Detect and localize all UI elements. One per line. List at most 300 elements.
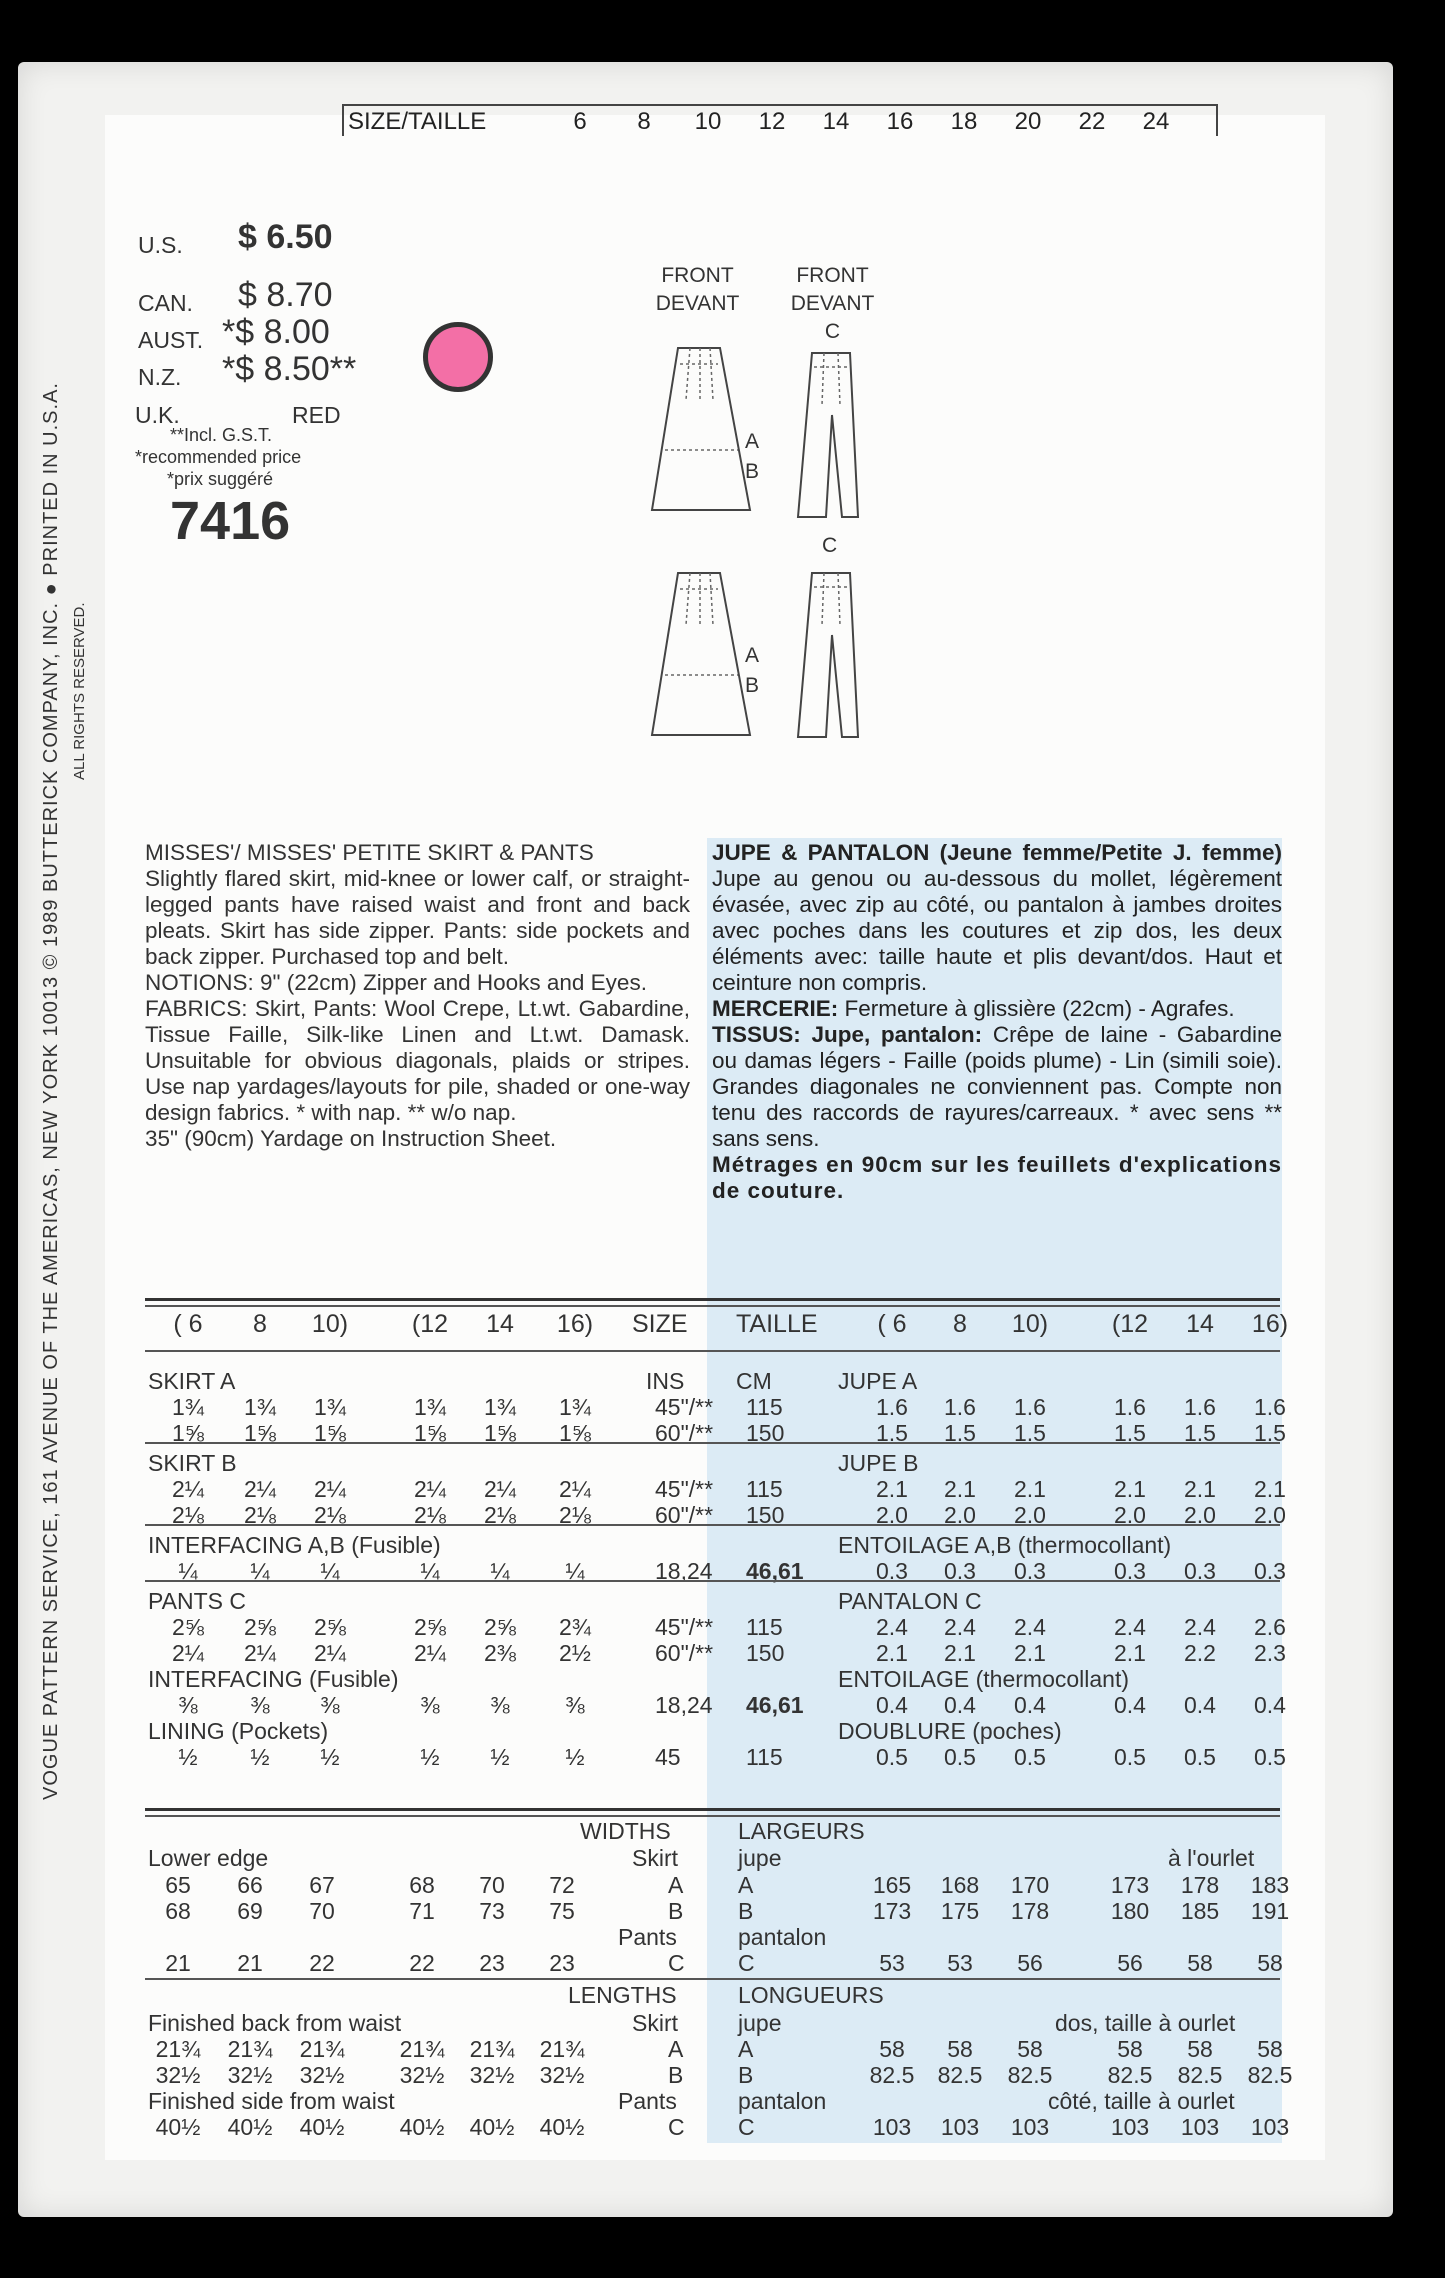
row-width-in-5: 60"/** <box>655 1502 714 1528</box>
widths-right-0-2: 170 <box>1010 1872 1050 1898</box>
row-left-10-0: 2¼ <box>172 1640 204 1666</box>
row-left-2-0: 1⅝ <box>172 1420 204 1446</box>
row-label-fr-6: ENTOILAGE A,B (thermocollant) <box>838 1532 1172 1558</box>
row-width-in-4: 45"/** <box>655 1476 714 1502</box>
unit-ins: INS <box>646 1368 685 1394</box>
row-label-fr-11: ENTOILAGE (thermocollant) <box>838 1666 1130 1692</box>
widths-right-2-2: 56 <box>1017 1950 1043 1976</box>
lengths-view-fr-0: A <box>738 2036 754 2062</box>
row-right-1-1: 1.6 <box>944 1394 976 1420</box>
widths-left-2-1: 21 <box>237 1950 263 1976</box>
row-right-1-4: 1.6 <box>1184 1394 1216 1420</box>
row-right-7-2: 0.3 <box>1014 1558 1046 1584</box>
lengths-right-0-1: 58 <box>947 2036 973 2062</box>
table-rule <box>145 1808 1280 1811</box>
spine-text-2: ALL RIGHTS RESERVED. <box>71 602 88 780</box>
row-right-7-3: 0.3 <box>1114 1558 1146 1584</box>
lengths-right-2-0: 103 <box>872 2114 912 2140</box>
row-right-5-2: 2.0 <box>1014 1502 1046 1528</box>
price-note-1: **Incl. G.S.T. <box>170 425 273 445</box>
lengths-back: Finished back from waist <box>148 2010 402 2036</box>
lengths-right-2-5: 103 <box>1250 2114 1290 2140</box>
widths-left-1-2: 70 <box>309 1898 335 1924</box>
price-us-label: U.S. <box>138 232 183 258</box>
row-left-2-5: 1⅝ <box>559 1420 591 1446</box>
row-right-2-2: 1.5 <box>1014 1420 1046 1446</box>
row-left-14-5: ½ <box>565 1744 585 1770</box>
lengths-pantalon: pantalon <box>738 2088 827 2114</box>
pattern-number: 7416 <box>170 491 291 551</box>
row-right-9-4: 2.4 <box>1184 1614 1216 1640</box>
row-right-7-1: 0.3 <box>944 1558 976 1584</box>
row-left-12-0: ⅜ <box>178 1692 198 1718</box>
widths-view-0: A <box>668 1872 684 1898</box>
row-left-2-2: 1⅝ <box>314 1420 346 1446</box>
lower-edge-label: Lower edge <box>148 1845 269 1871</box>
table-rule <box>145 1580 1280 1582</box>
lengths-right-2-1: 103 <box>940 2114 980 2140</box>
price-can: $ 8.70 <box>238 276 333 314</box>
table-rule <box>145 1350 1280 1352</box>
header-left-5: 16) <box>556 1310 594 1338</box>
widths-right-2-3: 56 <box>1117 1950 1143 1976</box>
row-right-5-4: 2.0 <box>1184 1502 1216 1528</box>
row-width-cm-2: 150 <box>746 1420 785 1446</box>
french-description <box>712 840 1282 1204</box>
row-right-9-3: 2.4 <box>1114 1614 1146 1640</box>
notions-text: 9" (22cm) Zipper and Hooks and Eyes. <box>260 970 647 995</box>
widths-left-1-0: 68 <box>165 1898 191 1924</box>
row-width-cm-1: 115 <box>746 1394 783 1420</box>
lengths-view-fr-2: C <box>738 2114 755 2140</box>
row-left-4-2: 2¼ <box>314 1476 346 1502</box>
price-nz-label: N.Z. <box>138 364 182 390</box>
french-title: JUPE & PANTALON (Jeune femme/Petite J. femme) <box>712 840 1282 865</box>
row-right-12-3: 0.4 <box>1114 1692 1146 1718</box>
widths-left-1-4: 73 <box>479 1898 505 1924</box>
spine-text: VOGUE PATTERN SERVICE, 161 AVENUE OF THE AMERICAS, NEW YORK 10013 © 1989 BUTTERICK COMPANY, INC. ● PRINTED IN U.S.A. <box>40 382 62 1800</box>
row-left-4-1: 2¼ <box>244 1476 276 1502</box>
lengths-right-0-3: 58 <box>1117 2036 1143 2062</box>
lengths-right-2-2: 103 <box>1010 2114 1050 2140</box>
lengths-skirt: Skirt <box>632 2010 678 2036</box>
widths-right-1-1: 175 <box>940 1898 980 1924</box>
row-left-9-3: 2⅝ <box>414 1614 446 1640</box>
row-left-7-1: ¼ <box>250 1558 270 1584</box>
price-aust: *$ 8.00 <box>222 313 330 351</box>
row-right-1-2: 1.6 <box>1014 1394 1046 1420</box>
widths-view-1: B <box>668 1898 684 1924</box>
row-left-12-4: ⅜ <box>490 1692 510 1718</box>
devant-label-2: DEVANT <box>790 292 875 315</box>
view-c-label: C <box>824 320 841 343</box>
widths-left-0-4: 70 <box>479 1872 505 1898</box>
row-left-2-1: 1⅝ <box>244 1420 276 1446</box>
row-right-5-0: 2.0 <box>876 1502 908 1528</box>
price-uk: RED <box>292 402 341 428</box>
row-right-4-1: 2.1 <box>944 1476 976 1502</box>
label-b-2: B <box>745 674 760 697</box>
row-left-1-1: 1¾ <box>244 1394 276 1420</box>
row-right-7-0: 0.3 <box>876 1558 908 1584</box>
row-right-14-2: 0.5 <box>1014 1744 1046 1770</box>
row-label-8: PANTS C <box>148 1588 246 1614</box>
row-left-10-3: 2¼ <box>414 1640 446 1666</box>
row-right-2-5: 1.5 <box>1254 1420 1286 1446</box>
row-right-10-0: 2.1 <box>876 1640 908 1666</box>
lengths-title-fr: LONGUEURS <box>738 1982 884 2008</box>
lengths-left-0-3: 21¾ <box>399 2036 445 2062</box>
widths-right-0-4: 178 <box>1180 1872 1220 1898</box>
table-rule <box>145 1298 1280 1301</box>
row-left-5-3: 2⅛ <box>414 1502 446 1528</box>
table-rule <box>145 1815 1280 1817</box>
widths-left-1-5: 75 <box>549 1898 575 1924</box>
widths-left-2-3: 22 <box>409 1950 435 1976</box>
row-right-4-0: 2.1 <box>876 1476 908 1502</box>
row-left-9-0: 2⅝ <box>172 1614 204 1640</box>
lengths-view-2: C <box>668 2114 685 2140</box>
price-us: $ 6.50 <box>238 218 333 256</box>
widths-right-1-2: 178 <box>1010 1898 1050 1924</box>
row-right-14-4: 0.5 <box>1184 1744 1216 1770</box>
row-right-10-5: 2.3 <box>1254 1640 1286 1666</box>
notions-label: NOTIONS: <box>145 970 254 995</box>
widths-skirt: Skirt <box>632 1845 678 1871</box>
lengths-left-2-5: 40½ <box>539 2114 585 2140</box>
tissus-label: TISSUS: Jupe, pantalon: <box>712 1022 983 1047</box>
lengths-jupe: jupe <box>738 2010 782 2036</box>
row-left-5-1: 2⅛ <box>244 1502 276 1528</box>
row-left-5-5: 2⅛ <box>559 1502 591 1528</box>
header-right-4: 14 <box>1186 1310 1214 1338</box>
row-left-12-2: ⅜ <box>320 1692 340 1718</box>
english-title: MISSES'/ MISSES' PETITE SKIRT & PANTS <box>145 840 594 865</box>
french-body: Jupe au genou ou au-dessous du mollet, légèrement évasée, avec zip au côté, ou pantalon à jambes droites avec poches dans les coutures et zip dos, les deux éléments avec: taille haute et plis devant/dos. Haut et ceinture non compris. <box>712 866 1282 995</box>
row-right-10-4: 2.2 <box>1184 1640 1216 1666</box>
widths-view-2: C <box>668 1950 685 1976</box>
row-left-2-4: 1⅝ <box>484 1420 516 1446</box>
size-header-8: 8 <box>637 108 651 135</box>
price-can-label: CAN. <box>138 290 193 316</box>
pink-dot <box>423 322 493 392</box>
row-width-in-12: 18,24 <box>655 1692 713 1718</box>
lengths-view-0: A <box>668 2036 684 2062</box>
table-rule <box>145 1442 1280 1444</box>
lengths-title: LENGTHS <box>568 1982 677 2008</box>
price-aust-label: AUST. <box>138 327 204 353</box>
row-width-in-10: 60"/** <box>655 1640 714 1666</box>
row-left-7-0: ¼ <box>178 1558 198 1584</box>
tissus <box>712 1022 1282 1152</box>
price-nz: *$ 8.50** <box>222 350 357 388</box>
header-left-1: 8 <box>253 1310 267 1338</box>
row-left-12-1: ⅜ <box>250 1692 270 1718</box>
row-right-14-3: 0.5 <box>1114 1744 1146 1770</box>
sketch-front-label-2 <box>785 262 880 346</box>
sketch-front-label <box>650 262 745 318</box>
row-left-4-5: 2¼ <box>559 1476 591 1502</box>
widths-ourlet: à l'ourlet <box>1168 1845 1255 1871</box>
label-b-1: B <box>745 460 760 483</box>
row-left-9-1: 2⅝ <box>244 1614 276 1640</box>
row-label-13: LINING (Pockets) <box>148 1718 329 1744</box>
header-right-3: (12 <box>1111 1310 1149 1338</box>
lengths-pants: Pants <box>618 2088 677 2114</box>
skirt-back-sketch <box>650 565 780 745</box>
row-left-1-0: 1¾ <box>172 1394 204 1420</box>
label-a-2: A <box>745 644 760 667</box>
row-right-1-0: 1.6 <box>876 1394 908 1420</box>
row-left-12-5: ⅜ <box>565 1692 585 1718</box>
widths-right-0-1: 168 <box>940 1872 980 1898</box>
widths-left-0-2: 67 <box>309 1872 335 1898</box>
view-c-label-2: C <box>822 534 838 557</box>
header-left-3: (12 <box>411 1310 449 1338</box>
widths-right-2-5: 58 <box>1257 1950 1283 1976</box>
row-left-14-1: ½ <box>250 1744 270 1770</box>
row-width-cm-7: 46,61 <box>746 1558 804 1584</box>
widths-left-0-5: 72 <box>549 1872 575 1898</box>
size-header <box>342 104 1218 136</box>
notions <box>145 970 690 996</box>
lengths-left-0-2: 21¾ <box>299 2036 345 2062</box>
lengths-right-1-3: 82.5 <box>1107 2062 1153 2088</box>
fabrics <box>145 996 690 1126</box>
mercerie-text: Fermeture à glissière (22cm) - Agrafes. <box>844 996 1235 1021</box>
widths-right-1-5: 191 <box>1250 1898 1290 1924</box>
row-width-cm-5: 150 <box>746 1502 785 1528</box>
row-right-9-0: 2.4 <box>876 1614 908 1640</box>
row-right-4-3: 2.1 <box>1114 1476 1146 1502</box>
widths-pantalon: pantalon <box>738 1924 827 1950</box>
lengths-left-1-2: 32½ <box>299 2062 345 2088</box>
widths-left-0-3: 68 <box>409 1872 435 1898</box>
row-left-1-4: 1¾ <box>484 1394 516 1420</box>
lengths-right-1-4: 82.5 <box>1177 2062 1223 2088</box>
row-right-9-1: 2.4 <box>944 1614 976 1640</box>
table-rule <box>145 1978 1280 1980</box>
lengths-left-1-4: 32½ <box>469 2062 515 2088</box>
size-header-16: 16 <box>886 108 914 135</box>
row-width-cm-12: 46,61 <box>746 1692 804 1718</box>
row-right-12-5: 0.4 <box>1254 1692 1286 1718</box>
row-left-1-2: 1¾ <box>314 1394 346 1420</box>
row-right-7-4: 0.3 <box>1184 1558 1216 1584</box>
row-right-12-2: 0.4 <box>1014 1692 1046 1718</box>
lengths-right-1-0: 82.5 <box>869 2062 915 2088</box>
size-header-label: SIZE/TAILLE <box>348 108 487 135</box>
row-left-2-3: 1⅝ <box>414 1420 446 1446</box>
row-left-1-3: 1¾ <box>414 1394 446 1420</box>
metrage-note: Métrages en 90cm sur les feuillets d'explications de couture. <box>712 1152 1282 1203</box>
row-right-5-1: 2.0 <box>944 1502 976 1528</box>
size-header-12: 12 <box>758 108 786 135</box>
header-left-4: 14 <box>486 1310 514 1338</box>
widths-left-2-2: 22 <box>309 1950 335 1976</box>
row-left-1-5: 1¾ <box>559 1394 591 1420</box>
lengths-left-0-0: 21¾ <box>155 2036 201 2062</box>
row-left-7-5: ¼ <box>565 1558 585 1584</box>
row-right-4-4: 2.1 <box>1184 1476 1216 1502</box>
row-width-in-2: 60"/** <box>655 1420 714 1446</box>
row-right-4-2: 2.1 <box>1014 1476 1046 1502</box>
lengths-left-2-4: 40½ <box>469 2114 515 2140</box>
lengths-left-2-1: 40½ <box>227 2114 273 2140</box>
row-width-cm-4: 115 <box>746 1476 783 1502</box>
widths-view-fr-1: B <box>738 1898 754 1924</box>
lengths-right-2-4: 103 <box>1180 2114 1220 2140</box>
row-left-14-0: ½ <box>178 1744 198 1770</box>
row-left-10-2: 2¼ <box>314 1640 346 1666</box>
lengths-right-1-5: 82.5 <box>1247 2062 1293 2088</box>
lengths-right-1-2: 82.5 <box>1007 2062 1053 2088</box>
header-size: SIZE <box>632 1310 688 1338</box>
widths-view-fr-0: A <box>738 1872 754 1898</box>
skirt-front-sketch <box>650 340 780 520</box>
row-right-14-5: 0.5 <box>1254 1744 1286 1770</box>
row-left-7-4: ¼ <box>490 1558 510 1584</box>
row-left-10-4: 2⅜ <box>484 1640 516 1666</box>
price-note-2: *recommended price <box>135 447 302 467</box>
lengths-right-0-4: 58 <box>1187 2036 1213 2062</box>
widths-view-fr-2: C <box>738 1950 755 1976</box>
size-header-18: 18 <box>950 108 978 135</box>
row-right-2-3: 1.5 <box>1114 1420 1146 1446</box>
fabrics-label: FABRICS: <box>145 996 248 1021</box>
row-right-5-5: 2.0 <box>1254 1502 1286 1528</box>
widths-left-0-1: 66 <box>237 1872 263 1898</box>
row-left-5-4: 2⅛ <box>484 1502 516 1528</box>
row-left-14-2: ½ <box>320 1744 340 1770</box>
lengths-right-0-0: 58 <box>879 2036 905 2062</box>
row-left-5-0: 2⅛ <box>172 1502 204 1528</box>
label-a-1: A <box>745 430 760 453</box>
lengths-left-2-0: 40½ <box>155 2114 201 2140</box>
lengths-left-2-3: 40½ <box>399 2114 445 2140</box>
widths-right-0-3: 173 <box>1110 1872 1150 1898</box>
row-label-fr-3: JUPE B <box>838 1450 919 1476</box>
front-label-2: FRONT <box>796 264 869 287</box>
row-left-10-1: 2¼ <box>244 1640 276 1666</box>
row-width-in-1: 45"/** <box>655 1394 714 1420</box>
devant-label: DEVANT <box>655 292 740 315</box>
size-header-20: 20 <box>1014 108 1042 135</box>
row-right-9-5: 2.6 <box>1254 1614 1286 1640</box>
row-label-0: SKIRT A <box>148 1368 236 1394</box>
row-label-11: INTERFACING (Fusible) <box>148 1666 399 1692</box>
row-right-10-3: 2.1 <box>1114 1640 1146 1666</box>
front-label: FRONT <box>661 264 734 287</box>
french-intro <box>712 840 1282 996</box>
price-note-3: *prix suggéré <box>167 469 274 489</box>
header-left-2: 10) <box>311 1310 349 1338</box>
row-right-10-1: 2.1 <box>944 1640 976 1666</box>
pants-back-sketch <box>790 565 890 745</box>
header-right-2: 10) <box>1011 1310 1049 1338</box>
row-width-cm-10: 150 <box>746 1640 785 1666</box>
row-right-9-2: 2.4 <box>1014 1614 1046 1640</box>
english-body: Slightly flared skirt, mid-knee or lower calf, or straight-legged pants have raised waist and front and back pleats. Skirt has side zipper. Pants: side pockets and back zipper. Purchased top and belt. <box>145 866 690 969</box>
row-label-3: SKIRT B <box>148 1450 237 1476</box>
lengths-dos: dos, taille à ourlet <box>1055 2010 1236 2036</box>
row-right-2-0: 1.5 <box>876 1420 908 1446</box>
row-width-in-14: 45 <box>655 1744 681 1770</box>
widths-jupe: jupe <box>738 1845 782 1871</box>
lengths-right-0-2: 58 <box>1017 2036 1043 2062</box>
header-left-0: ( 6 <box>173 1310 203 1338</box>
widths-right-2-4: 58 <box>1187 1950 1213 1976</box>
header-right-5: 16) <box>1251 1310 1289 1338</box>
row-left-14-3: ½ <box>420 1744 440 1770</box>
lengths-left-1-5: 32½ <box>539 2062 585 2088</box>
row-left-7-2: ¼ <box>320 1558 340 1584</box>
lengths-left-1-1: 32½ <box>227 2062 273 2088</box>
yardage-note: 35" (90cm) Yardage on Instruction Sheet. <box>145 1126 557 1151</box>
fabrics-text: Skirt, Pants: Wool Crepe, Lt.wt. Gabardine, Tissue Faille, Silk-like Linen and Lt.wt. Damask. Unsuitable for obvious diagonals, plaids or stripes. Use nap yardages/layouts for pile, shaded or one-way design fabrics. * with nap. ** w/o nap. <box>145 996 690 1125</box>
widths-right-2-0: 53 <box>879 1950 905 1976</box>
lengths-right-0-5: 58 <box>1257 2036 1283 2062</box>
size-header-10: 10 <box>694 108 722 135</box>
row-right-10-2: 2.1 <box>1014 1640 1046 1666</box>
row-right-4-5: 2.1 <box>1254 1476 1286 1502</box>
widths-right-2-1: 53 <box>947 1950 973 1976</box>
lengths-left-2-2: 40½ <box>299 2114 345 2140</box>
unit-cm: CM <box>736 1368 772 1394</box>
row-right-12-0: 0.4 <box>876 1692 908 1718</box>
lengths-side: Finished side from waist <box>148 2088 395 2114</box>
widths-right-1-0: 173 <box>872 1898 912 1924</box>
row-width-in-9: 45"/** <box>655 1614 714 1640</box>
size-header-22: 22 <box>1078 108 1106 135</box>
widths-left-1-3: 71 <box>409 1898 435 1924</box>
row-left-4-0: 2¼ <box>172 1476 204 1502</box>
lengths-left-0-4: 21¾ <box>469 2036 515 2062</box>
lengths-cote: côté, taille à ourlet <box>1048 2088 1235 2114</box>
size-header-24: 24 <box>1142 108 1170 135</box>
lengths-right-2-3: 103 <box>1110 2114 1150 2140</box>
header-right-1: 8 <box>953 1310 967 1338</box>
row-label-fr-0: JUPE A <box>838 1368 918 1394</box>
row-width-in-7: 18,24 <box>655 1558 713 1584</box>
table-rule <box>145 1305 1280 1307</box>
row-label-6: INTERFACING A,B (Fusible) <box>148 1532 441 1558</box>
row-left-4-3: 2¼ <box>414 1476 446 1502</box>
widths-right-0-0: 165 <box>872 1872 912 1898</box>
row-right-1-3: 1.6 <box>1114 1394 1146 1420</box>
row-right-2-1: 1.5 <box>944 1420 976 1446</box>
lengths-view-fr-1: B <box>738 2062 754 2088</box>
header-taille: TAILLE <box>736 1310 818 1338</box>
row-label-fr-13: DOUBLURE (poches) <box>838 1718 1062 1744</box>
row-left-12-3: ⅜ <box>420 1692 440 1718</box>
pants-front-sketch <box>790 345 890 525</box>
lengths-view-1: B <box>668 2062 684 2088</box>
table-rule <box>145 1524 1280 1526</box>
row-right-5-3: 2.0 <box>1114 1502 1146 1528</box>
row-right-14-1: 0.5 <box>944 1744 976 1770</box>
row-right-7-5: 0.3 <box>1254 1558 1286 1584</box>
row-left-9-2: 2⅝ <box>314 1614 346 1640</box>
size-header-6: 6 <box>573 108 587 135</box>
mercerie <box>712 996 1282 1022</box>
row-width-cm-9: 115 <box>746 1614 783 1640</box>
widths-pants: Pants <box>618 1924 677 1950</box>
row-left-5-2: 2⅛ <box>314 1502 346 1528</box>
row-right-1-5: 1.6 <box>1254 1394 1286 1420</box>
widths-right-0-5: 183 <box>1250 1872 1290 1898</box>
row-left-7-3: ¼ <box>420 1558 440 1584</box>
